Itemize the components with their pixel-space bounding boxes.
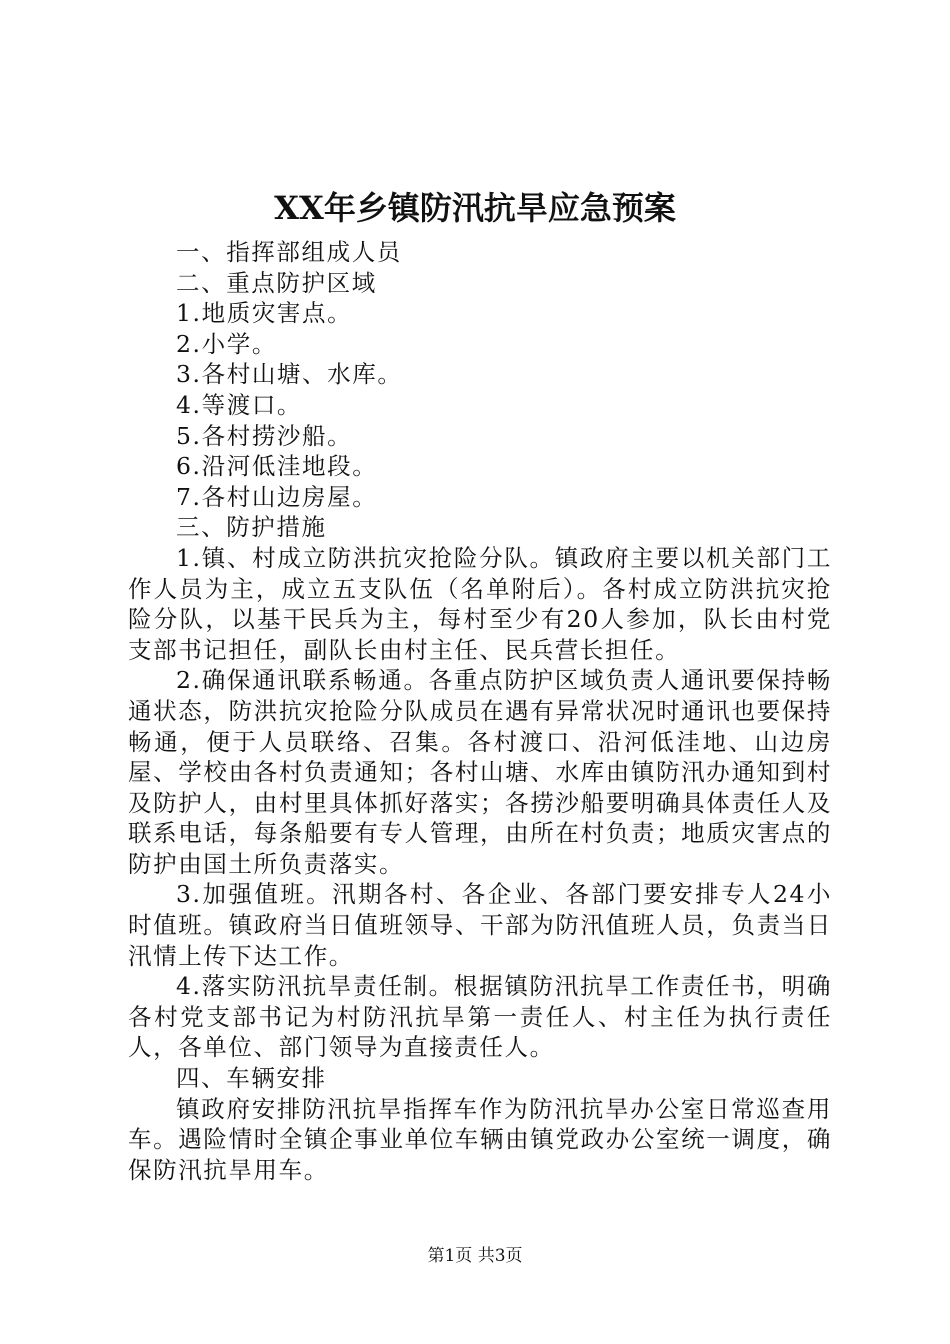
list-item: 1.地质灾害点。 [176, 299, 353, 328]
measure-paragraph: 2.确保通讯联系畅通。各重点防护区域负责人通讯要保持畅通状态，防洪抗灾抢险分队成员在遇有异常状况时通讯也要保持畅通，便于人员联络、召集。各村渡口、沿河低洼地、山边房屋、学校由各村负责通知；各村山塘、水库由镇防汛办通知到村及防护人，由村里具体抓好落实；各捞沙船要明确具体责任人及联系电话，每条船要有专人管理，由所在村负责；地质灾害点的防护由国土所负责落实。 [128, 666, 832, 878]
section-heading-protection-areas: 二、重点防护区域 [176, 268, 377, 297]
measure-paragraph: 4.落实防汛抗旱责任制。根据镇防汛抗旱工作责任书，明确各村党支部书记为村防汛抗旱第一责任人、村主任为执行责任人，各单位、部门领导为直接责任人。 [128, 972, 832, 1062]
list-item: 7.各村山边房屋。 [176, 482, 378, 511]
list-item: 3.各村山塘、水库。 [176, 360, 403, 389]
list-item: 2.小学。 [176, 329, 277, 358]
section-heading-command: 一、指挥部组成人员 [176, 238, 402, 266]
list-item: 5.各村捞沙船。 [176, 421, 353, 450]
list-item: 6.沿河低洼地段。 [176, 452, 378, 481]
page-footer: 第1页 共3页 [427, 1246, 523, 1266]
measure-paragraph: 3.加强值班。汛期各村、各企业、各部门要安排专人24小时值班。镇政府当日值班领导、干部为防汛值班人员，负责当日汛情上传下达工作。 [128, 880, 832, 970]
document-title: XX年乡镇防汛抗旱应急预案 [274, 189, 676, 227]
list-item: 4.等渡口。 [176, 390, 303, 419]
document-body [128, 237, 832, 1185]
section-heading-vehicles: 四、车辆安排 [176, 1064, 327, 1093]
vehicle-paragraph: 镇政府安排防汛抗旱指挥车作为防汛抗旱办公室日常巡查用车。遇险情时全镇企事业单位车辆由镇党政办公室统一调度，确保防汛抗旱用车。 [128, 1094, 832, 1184]
section-heading-measures: 三、防护措施 [176, 513, 327, 542]
measure-paragraph: 1.镇、村成立防洪抗灾抢险分队。镇政府主要以机关部门工作人员为主，成立五支队伍（名单附后）。各村成立防洪抗灾抢险分队，以基干民兵为主，每村至少有20人参加，队长由村党支部书记担任，副队长由村主任、民兵营长担任。 [128, 543, 832, 664]
